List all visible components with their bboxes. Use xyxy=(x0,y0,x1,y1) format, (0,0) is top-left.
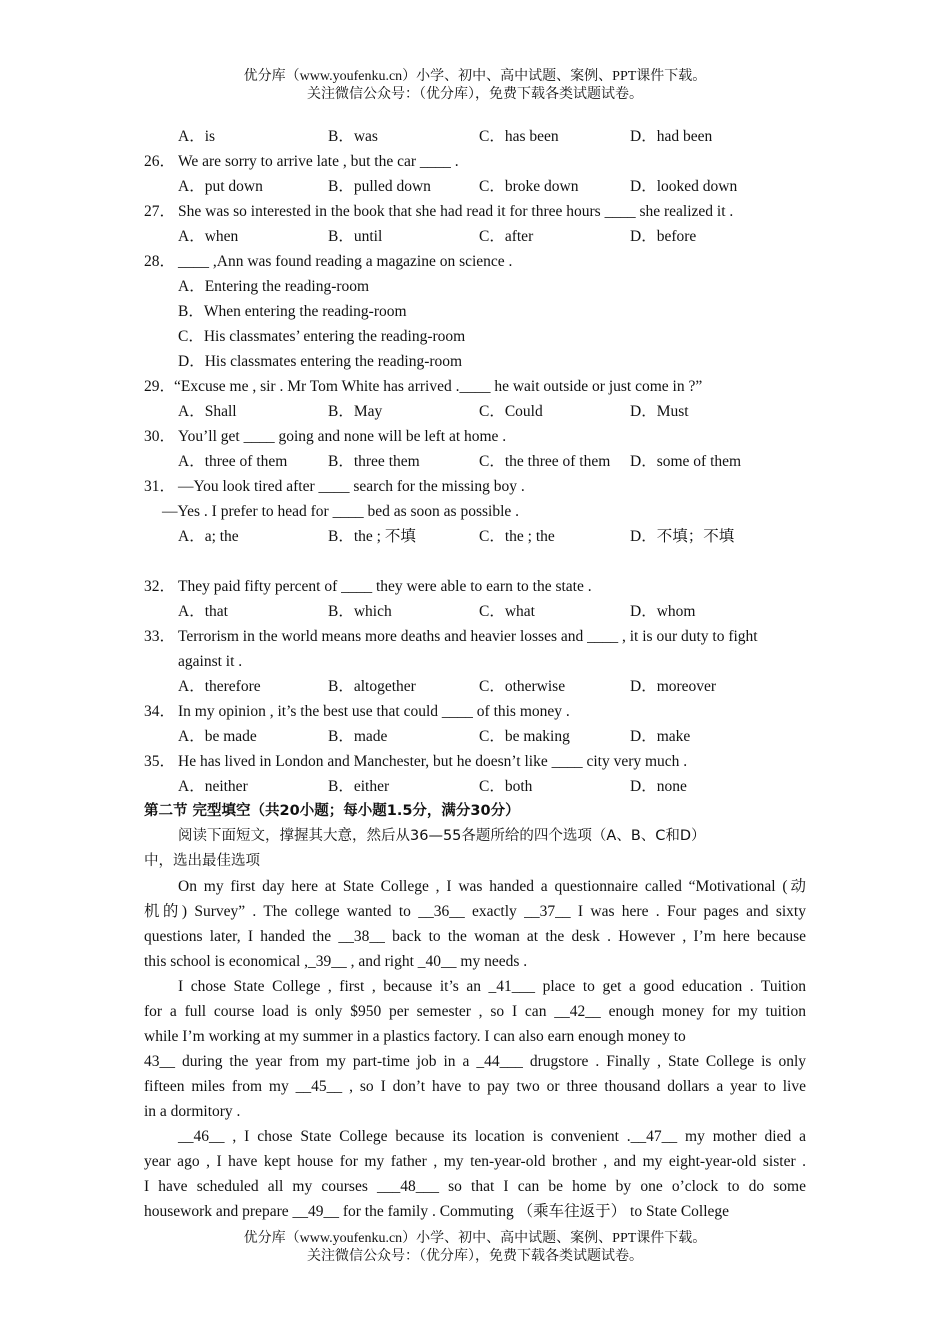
passage-text: my needs . xyxy=(456,953,528,970)
answer-blank: ___48___ xyxy=(376,1178,439,1195)
question-28 xyxy=(144,249,806,274)
question-number: 32． xyxy=(144,578,176,595)
option-d: D．none xyxy=(630,778,687,795)
question-text: You’ll get ____ going and none will be left at home . xyxy=(178,428,507,445)
question-text: —You look tired after ____ search for the missing boy . xyxy=(178,478,525,495)
option-b: B．pulled down xyxy=(328,178,431,195)
passage-text: while I’m working at my summer in a plastics factory. I can also earn enough money to xyxy=(144,1028,686,1045)
passage-text: 机的) Survey” . The college wanted to xyxy=(144,903,419,920)
passage-text: for the family . Commuting （乘车往返于） to State College xyxy=(338,1203,730,1220)
option-a: A．neither xyxy=(178,778,248,795)
answer-blank: __36__ xyxy=(418,903,465,920)
answer-blank: __38__ xyxy=(338,928,385,945)
option-c: C．be making xyxy=(479,728,570,745)
footer-line-2: 关注微信公众号：（优分库），免费下载各类试题试卷。 xyxy=(307,1249,643,1264)
option-d: D．had been xyxy=(630,128,713,145)
option-a: A．a; the xyxy=(178,528,239,545)
question-number: 31． xyxy=(144,478,176,495)
passage-text: On my first day here at State College , I was handed a questionnaire called “Motivational (动 xyxy=(178,878,806,895)
page-header xyxy=(0,68,950,104)
question-number: 30． xyxy=(144,428,176,445)
option-b: B．altogether xyxy=(328,678,416,695)
option-d: D．不填；不填 xyxy=(630,528,735,545)
question-text: Terrorism in the world means more deaths and heavier losses and ____ , it is our duty to fight xyxy=(178,628,758,645)
answer-blank: 43__ xyxy=(144,1053,175,1070)
passage-text: I was here . Four pages and sixty xyxy=(570,903,806,920)
answer-blank: _44___ xyxy=(476,1053,523,1070)
question-26 xyxy=(144,149,806,174)
passage-text: place to get a good education . Tuition xyxy=(535,978,806,995)
option-c: C．what xyxy=(479,603,535,620)
passage-text: , so I don’t have to pay two or three thousand dollars a year to live xyxy=(342,1078,806,1095)
option-a: A．put down xyxy=(178,178,263,195)
option-d: D．looked down xyxy=(630,178,738,195)
answer-blank: _41___ xyxy=(488,978,536,995)
option-b: B．which xyxy=(328,603,392,620)
question-32 xyxy=(144,574,806,599)
question-27 xyxy=(144,199,806,224)
question-text: She was so interested in the book that she had read it for three hours ____ she realized it . xyxy=(178,203,734,220)
q25-options xyxy=(144,124,806,149)
q32-options xyxy=(144,599,806,624)
question-number: 35． xyxy=(144,753,176,770)
question-number: 28． xyxy=(144,253,176,270)
answer-blank: _39__ xyxy=(308,953,347,970)
answer-blank: __42__ xyxy=(554,1003,601,1020)
passage-line xyxy=(144,974,806,999)
passage-text: drugstore . Finally , State College is only xyxy=(522,1053,807,1070)
option-a: A．that xyxy=(178,603,228,620)
question-35 xyxy=(144,749,806,774)
option-c: C．the three of them xyxy=(479,453,611,470)
passage-text: for a full course load is only $950 per semester , so I can xyxy=(144,1003,555,1020)
option-c: C．Could xyxy=(479,403,543,420)
option-d: D．before xyxy=(630,228,697,245)
option-c: C．the ; the xyxy=(479,528,555,545)
section-instructions: 阅读下面短文，撑握其大意，然后从36—55各题所给的四个选项（A、B、C和D） xyxy=(178,828,706,844)
header-line-2: 关注微信公众号：（优分库），免费下载各类试题试卷。 xyxy=(307,87,643,102)
passage-text: so that I can be home by one o’clock to do some xyxy=(438,1178,806,1195)
q30-options xyxy=(144,449,806,474)
q27-options xyxy=(144,224,806,249)
q26-options xyxy=(144,174,806,199)
passage-text: housework and prepare xyxy=(144,1203,293,1220)
header-line-1: 优分库（www.youfenku.cn）小学、初中、高中试题、案例、PPT课件下载。 xyxy=(243,69,707,84)
question-text-2: against it . xyxy=(178,653,243,670)
option-b: B．the ; 不填 xyxy=(328,528,416,545)
question-number: 29． xyxy=(144,378,176,395)
passage-line xyxy=(144,949,806,974)
option-b: B．until xyxy=(328,228,383,245)
question-31 xyxy=(144,474,806,499)
answer-blank: __46__ xyxy=(178,1128,225,1145)
option-d: D．moreover xyxy=(630,678,717,695)
answer-blank: __45__ xyxy=(295,1078,343,1095)
option-d: D．Must xyxy=(630,403,689,420)
passage-text: back to the woman at the desk . However , I’m here because xyxy=(384,928,806,945)
passage-text: enough money for my tuition xyxy=(600,1003,807,1020)
spacer xyxy=(144,549,806,574)
passage-line xyxy=(144,1199,806,1224)
option-b: B．May xyxy=(328,403,383,420)
option-c: C．broke down xyxy=(479,178,579,195)
passage-line xyxy=(144,999,806,1024)
option-a: A．be made xyxy=(178,728,257,745)
q31-options xyxy=(144,524,806,549)
question-text-2: —Yes . I prefer to head for ____ bed as soon as possible . xyxy=(162,503,520,520)
question-29 xyxy=(144,374,806,399)
footer-line-1: 优分库（www.youfenku.cn）小学、初中、高中试题、案例、PPT课件下载。 xyxy=(243,1231,707,1246)
option-c: C．both xyxy=(479,778,533,795)
option-c: C．otherwise xyxy=(479,678,566,695)
question-number: 34． xyxy=(144,703,176,720)
passage-line xyxy=(144,1024,806,1049)
passage-text: I chose State College , first , because it’s an xyxy=(178,978,489,995)
page-footer xyxy=(0,1230,950,1266)
question-33 xyxy=(144,624,806,649)
passage-line xyxy=(144,924,806,949)
section-instructions-2: 中，选出最佳选项 xyxy=(144,853,260,869)
q33-options xyxy=(144,674,806,699)
passage-line xyxy=(144,1149,806,1174)
option-c: C．His classmates’ entering the reading-room xyxy=(178,328,466,345)
option-d: D．make xyxy=(630,728,691,745)
passage-line xyxy=(144,1174,806,1199)
passage-text: , and right xyxy=(346,953,418,970)
passage-text: this school is economical , xyxy=(144,953,309,970)
exam-content xyxy=(144,124,806,1224)
passage-text: in a dormitory . xyxy=(144,1103,241,1120)
question-text: “Excuse me , sir . Mr Tom White has arrived .____ he wait outside or just come in ?” xyxy=(174,378,703,395)
question-text: He has lived in London and Manchester, but he doesn’t like ____ city very much . xyxy=(178,753,688,770)
question-number: 27． xyxy=(144,203,176,220)
option-b: B．three them xyxy=(328,453,420,470)
answer-blank: __37__ xyxy=(524,903,571,920)
option-a: A．Entering the reading-room xyxy=(178,278,370,295)
question-number: 33． xyxy=(144,628,176,645)
passage-text: fifteen miles from my xyxy=(144,1078,296,1095)
question-text: We are sorry to arrive late , but the car ____ . xyxy=(178,153,459,170)
question-30 xyxy=(144,424,806,449)
option-a: A．Shall xyxy=(178,403,237,420)
passage-line xyxy=(144,1124,806,1149)
question-text: In my opinion , it’s the best use that could ____ of this money . xyxy=(178,703,570,720)
cloze-passage xyxy=(144,874,806,1224)
option-a: A．is xyxy=(178,128,216,145)
passage-text: I have scheduled all my courses xyxy=(144,1178,377,1195)
question-34 xyxy=(144,699,806,724)
passage-text: exactly xyxy=(464,903,525,920)
passage-text: year ago , I have kept house for my father , my ten-year-old brother , and my eight-year-old sister . xyxy=(144,1153,806,1170)
option-d: D．some of them xyxy=(630,453,742,470)
option-b: B．was xyxy=(328,128,378,145)
passage-line xyxy=(144,1074,806,1099)
passage-text: during the year from my part-time job in a xyxy=(175,1053,477,1070)
q35-options xyxy=(144,774,806,799)
question-text: They paid fifty percent of ____ they were able to earn to the state . xyxy=(178,578,592,595)
passage-line xyxy=(144,874,806,899)
passage-text: my mother died a xyxy=(677,1128,806,1145)
option-b: B．When entering the reading-room xyxy=(178,303,407,320)
q29-options xyxy=(144,399,806,424)
question-text: ____ ,Ann was found reading a magazine on science . xyxy=(178,253,513,270)
passage-line xyxy=(144,1099,806,1124)
option-c: C．has been xyxy=(479,128,559,145)
passage-text: , I chose State College because its location is convenient . xyxy=(224,1128,631,1145)
option-d: D．His classmates entering the reading-room xyxy=(178,353,463,370)
option-c: C．after xyxy=(479,228,534,245)
answer-blank: __49__ xyxy=(292,1203,339,1220)
question-number: 26． xyxy=(144,153,176,170)
passage-line xyxy=(144,899,806,924)
passage-line xyxy=(144,1049,806,1074)
option-a: A．therefore xyxy=(178,678,261,695)
section-title: 第二节 完型填空（共20小题；每小题1.5分，满分30分） xyxy=(144,803,520,819)
answer-blank: __47__ xyxy=(630,1128,678,1145)
option-b: B．either xyxy=(328,778,390,795)
answer-blank: _40__ xyxy=(417,953,457,970)
option-d: D．whom xyxy=(630,603,696,620)
option-b: B．made xyxy=(328,728,388,745)
option-a: A．three of them xyxy=(178,453,288,470)
passage-text: questions later, I handed the xyxy=(144,928,339,945)
q34-options xyxy=(144,724,806,749)
option-a: A．when xyxy=(178,228,239,245)
